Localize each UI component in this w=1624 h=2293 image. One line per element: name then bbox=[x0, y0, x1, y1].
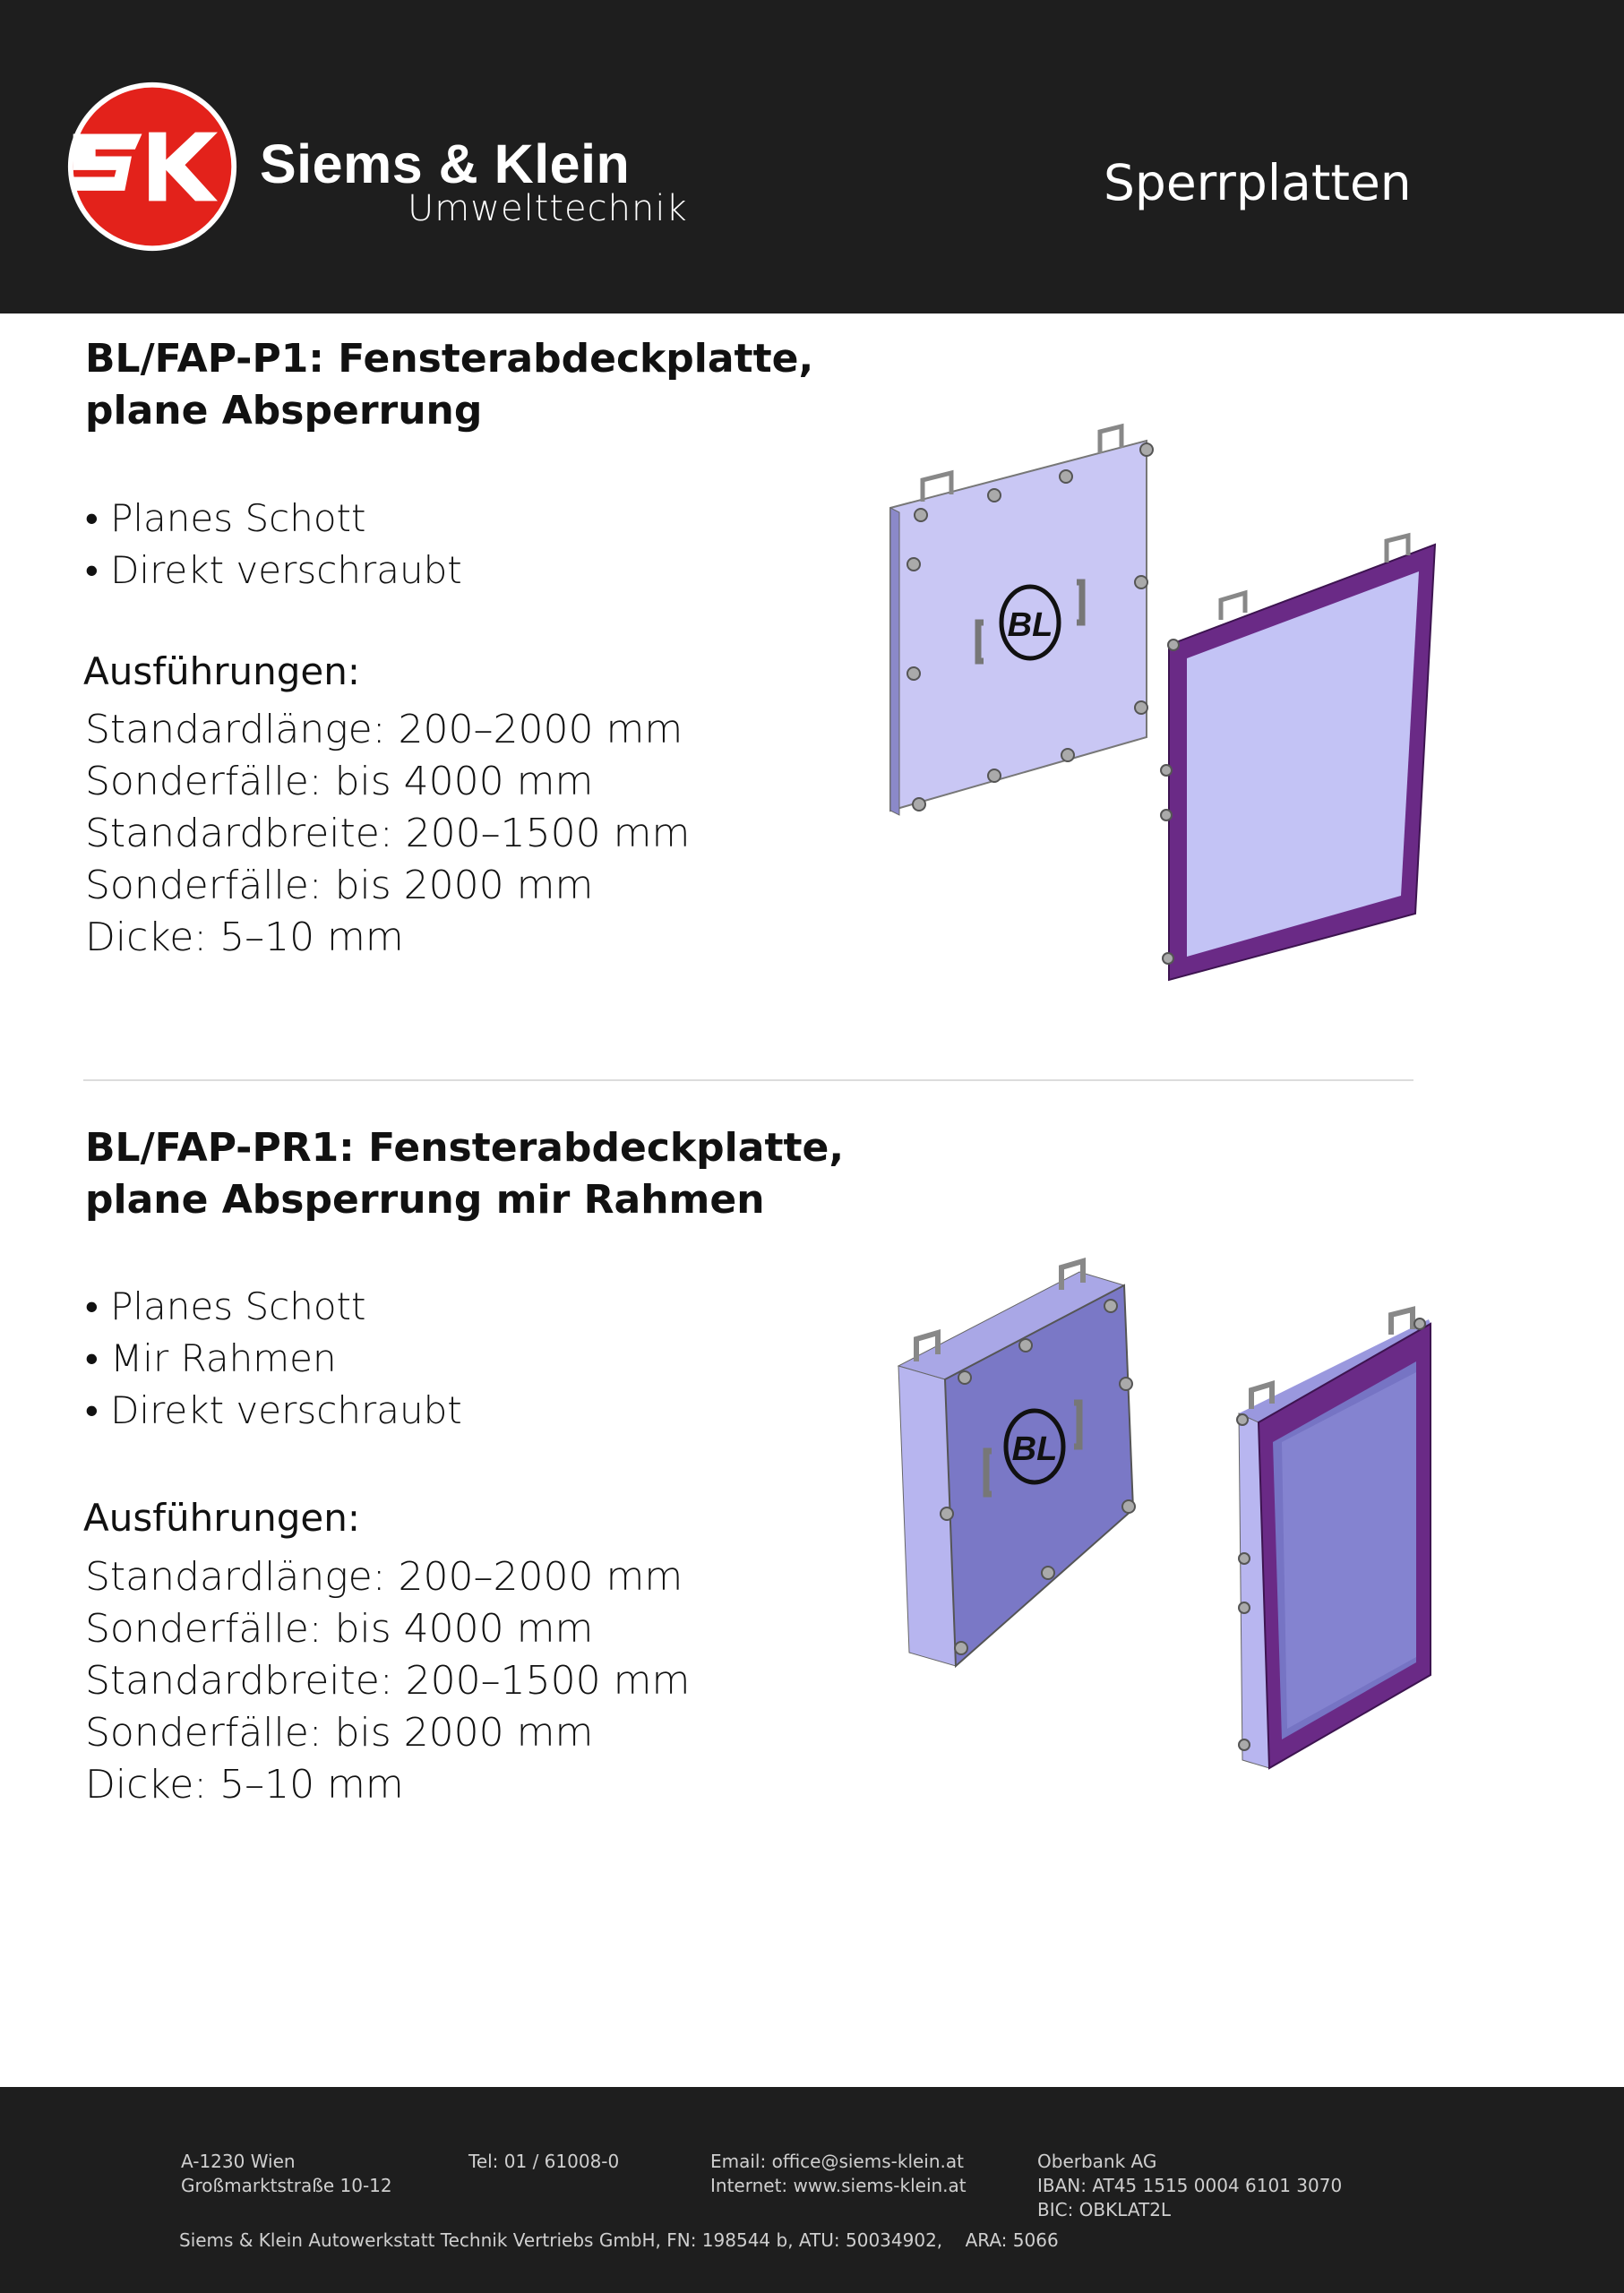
spec-line: Standardlänge: 200–2000 mm bbox=[85, 1554, 683, 1600]
product-2-specs bbox=[85, 1551, 690, 1811]
spec-line: Sonderfälle: bis 2000 mm bbox=[85, 1710, 594, 1756]
product-1-features bbox=[85, 493, 462, 597]
product-2-title-line2: plane Absperrung mir Rahmen bbox=[85, 1177, 765, 1223]
company-logo bbox=[66, 81, 238, 253]
spec-line: Dicke: 5–10 mm bbox=[85, 915, 404, 960]
badge-label: BL bbox=[1007, 606, 1053, 644]
spec-line: Standardbreite: 200–1500 mm bbox=[85, 1658, 691, 1704]
brand-name: Siems & Klein bbox=[260, 133, 631, 194]
spec-line: Standardlänge: 200–2000 mm bbox=[85, 707, 683, 752]
section-divider bbox=[83, 1079, 1413, 1081]
phone-number[interactable]: Tel: 01 / 61008-0 bbox=[468, 2151, 620, 2172]
product-1-title-line2: plane Absperrung bbox=[85, 388, 483, 434]
product-2-features bbox=[85, 1281, 462, 1437]
footer-legal: Siems & Klein Autowerkstatt Technik Vertriebs GmbH, FN: 198544 b, ATU: 50034902, ARA: 5066 bbox=[179, 2229, 1059, 2251]
spec-line: Sonderfälle: bis 2000 mm bbox=[85, 863, 594, 908]
plate-edge bbox=[890, 508, 899, 815]
product-1-title bbox=[85, 333, 855, 437]
product-1-image bbox=[878, 421, 1469, 994]
footer-phone bbox=[468, 2150, 619, 2174]
footer-address bbox=[181, 2150, 392, 2198]
spec-line: Sonderfälle: bis 4000 mm bbox=[85, 759, 594, 804]
feature-item: • Planes Schott bbox=[85, 493, 462, 545]
footer-bank bbox=[1037, 2150, 1342, 2222]
feature-item: • Planes Schott bbox=[85, 1281, 462, 1333]
lifting-handle bbox=[1221, 593, 1245, 620]
spec-line: Standardbreite: 200–1500 mm bbox=[85, 811, 691, 856]
product-2-image bbox=[882, 1227, 1456, 1782]
page-header bbox=[0, 0, 1624, 313]
page-footer bbox=[0, 2087, 1624, 2293]
footer-contact bbox=[710, 2150, 967, 2198]
address-line: Großmarktstraße 10-12 bbox=[181, 2175, 392, 2196]
feature-item: • Mir Rahmen bbox=[85, 1333, 462, 1385]
bank-name: Oberbank AG bbox=[1037, 2151, 1157, 2172]
iban: IBAN: AT45 1515 0004 6101 3070 bbox=[1037, 2175, 1343, 2196]
product-2-title-line1: BL/FAP-PR1: Fensterabdeckplatte, bbox=[85, 1125, 845, 1171]
bic: BIC: OBKLAT2L bbox=[1037, 2199, 1172, 2220]
spec-line: Dicke: 5–10 mm bbox=[85, 1762, 404, 1808]
page-title: Sperrplatten bbox=[1104, 154, 1412, 211]
feature-item: • Direkt verschraubt bbox=[85, 1385, 462, 1437]
product-1-title-line1: BL/FAP-P1: Fensterabdeckplatte, bbox=[85, 336, 814, 382]
address-line: A-1230 Wien bbox=[181, 2151, 296, 2172]
badge-label: BL bbox=[1011, 1430, 1058, 1468]
product-1-variants-label: Ausführungen: bbox=[83, 649, 361, 693]
product-1-specs bbox=[85, 704, 690, 964]
email-link[interactable]: Email: office@siems-klein.at bbox=[710, 2151, 964, 2172]
product-2-title bbox=[85, 1122, 855, 1226]
brand-subtitle: Umwelttechnik bbox=[408, 188, 688, 229]
product-2-variants-label: Ausführungen: bbox=[83, 1496, 361, 1540]
website-link[interactable]: Internet: www.siems-klein.at bbox=[710, 2175, 967, 2196]
spec-line: Sonderfälle: bis 4000 mm bbox=[85, 1606, 594, 1652]
feature-item: • Direkt verschraubt bbox=[85, 545, 462, 597]
